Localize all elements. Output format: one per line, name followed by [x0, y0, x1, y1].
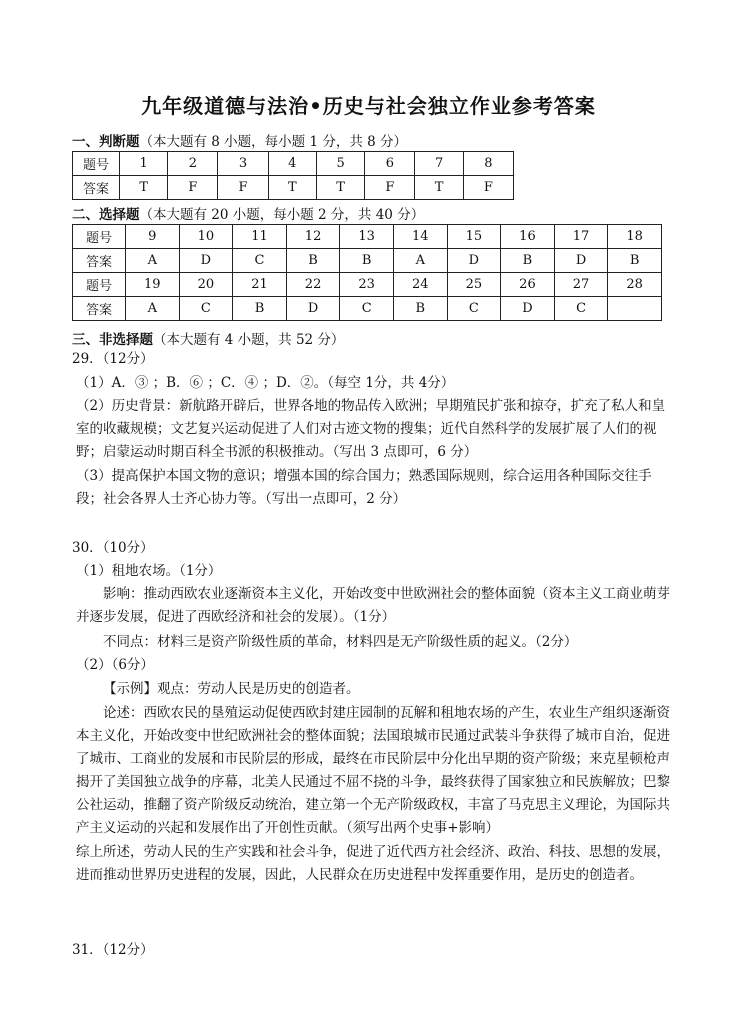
q30-conclusion: 综上所述，劳动人民的生产实践和社会斗争，促进了近代西方社会经济、政治、科技、思想的发展，进而推动世界历史进程的发展，因此，人民群众在历史进程中发挥重要作用，是历史的创造者。	[76, 844, 670, 883]
answer-cell: D	[554, 249, 608, 273]
section-1-note: （本大题有 8 小题，每小题 1 分，共 8 分）	[139, 134, 408, 150]
answer-cell: F	[168, 176, 218, 200]
section-3-heading	[72, 328, 344, 348]
q30-heading: 30．（10分）	[72, 540, 154, 556]
answer-cell: B	[608, 249, 662, 273]
question-number-cell: 27	[554, 273, 608, 297]
question-number-cell: 6	[365, 152, 415, 176]
row-label: 答案	[73, 176, 120, 200]
question-number-cell: 26	[501, 273, 555, 297]
q30-difference: 不同点：材料三是资产阶级性质的革命，材料四是无产阶级性质的起义。（2分）	[103, 634, 578, 650]
table-row	[73, 297, 662, 321]
question-number-cell: 7	[415, 152, 463, 176]
question-number-cell: 5	[316, 152, 364, 176]
answer-cell: B	[393, 297, 447, 321]
answer-cell: A	[126, 249, 180, 273]
answer-cell: T	[316, 176, 364, 200]
q30-answer-1: （1）租地农场。（1分）	[76, 563, 222, 579]
question-number-cell: 23	[340, 273, 394, 297]
page-title: 九年级道德与法治•历史与社会独立作业参考答案	[141, 94, 596, 118]
row-label: 答案	[73, 249, 126, 273]
q30-argument: 论述：西欧农民的垦殖运动促使西欧封建庄园制的瓦解和租地农场的产生，农业生产组织逐渐资本主义化，开始改变中世纪欧洲社会的整体面貌；法国琅城市民通过武装斗争获得了城市自治，促进了城市、工商业的发展和市民阶层的形成，最终在市民阶层中分化出早期的资产阶级；来克星顿枪声揭开了美国独立战争的序幕，北美人民通过不屈不挠的斗争，最终获得了国家独立和民族解放；巴黎公社运动，推翻了资产阶级反动统治，建立第一个无产阶级政权，丰富了马克思主义理论，为国际共产主义运动的兴起和发展作出了开创性贡献。（须写出两个史事+影响）	[76, 705, 670, 836]
table-row	[73, 176, 514, 200]
question-number-cell: 14	[393, 225, 447, 249]
judgment-answer-table	[72, 151, 514, 200]
answer-cell: C	[340, 297, 394, 321]
question-number-cell: 16	[501, 225, 555, 249]
answer-cell: B	[286, 249, 340, 273]
row-label: 题号	[73, 152, 120, 176]
answer-cell: C	[233, 249, 287, 273]
answer-cell: D	[447, 249, 501, 273]
q29-answer-2: （2）历史背景：新航路开辟后，世界各地的物品传入欧洲；早期殖民扩张和掠夺，扩充了私人和皇室的收藏规模；文艺复兴运动促进了人们对古迹文物的搜集；近代自然科学的发展扩展了人们的视野；启蒙运动时期百科全书派的积极推动。（写出 3 点即可，6 分）	[76, 398, 666, 460]
question-number-cell: 15	[447, 225, 501, 249]
section-1-label: 一、判断题	[72, 134, 140, 150]
answer-cell: D	[501, 297, 555, 321]
question-number-cell: 8	[463, 152, 513, 176]
table-row	[73, 249, 662, 273]
q30-answer-2: （2）（6分）	[76, 657, 154, 673]
q29-heading: 29．（12分）	[72, 351, 154, 367]
answer-cell: C	[447, 297, 501, 321]
q29-answer-1: （1）A．③ ；B．⑥ ；C．④ ；D．②。（每空 1分，共 4分）	[76, 375, 455, 391]
question-number-cell: 4	[268, 152, 316, 176]
answer-cell: C	[179, 297, 233, 321]
question-number-cell: 18	[608, 225, 662, 249]
choice-answer-table	[72, 224, 662, 321]
question-number-cell: 10	[179, 225, 233, 249]
question-number-cell: 12	[286, 225, 340, 249]
section-2-label: 二、选择题	[72, 207, 140, 223]
answer-cell: F	[218, 176, 268, 200]
row-label: 题号	[73, 225, 126, 249]
question-number-cell: 9	[126, 225, 180, 249]
section-1-heading	[72, 130, 407, 150]
answer-cell: T	[415, 176, 463, 200]
question-number-cell: 20	[179, 273, 233, 297]
section-3-label: 三、非选择题	[72, 332, 153, 348]
question-number-cell: 22	[286, 273, 340, 297]
question-number-cell: 28	[608, 273, 662, 297]
answer-cell: T	[120, 176, 168, 200]
row-label: 题号	[73, 273, 126, 297]
answer-cell: B	[340, 249, 394, 273]
question-number-cell: 19	[126, 273, 180, 297]
question-number-cell: 1	[120, 152, 168, 176]
answer-cell: F	[463, 176, 513, 200]
answer-cell: T	[268, 176, 316, 200]
question-number-cell: 17	[554, 225, 608, 249]
section-2-note: （本大题有 20 小题，每小题 2 分，共 40 分）	[139, 207, 425, 223]
q30-impact: 影响：推动西欧农业逐渐资本主义化，开始改变中世欧洲社会的整体面貌（资本主义工商业萌芽并逐步发展，促进了西欧经济和社会的发展）。（1分）	[76, 586, 670, 625]
answer-cell: C	[554, 297, 608, 321]
question-number-cell: 2	[168, 152, 218, 176]
answer-cell: D	[286, 297, 340, 321]
answer-cell: D	[179, 249, 233, 273]
q29-answer-3: （3）提高保护本国文物的意识；增强本国的综合国力；熟悉国际规则，综合运用各种国际交往手段；社会各界人士齐心协力等。（写出一点即可，2 分）	[76, 468, 652, 507]
answer-cell: A	[393, 249, 447, 273]
question-number-cell: 21	[233, 273, 287, 297]
table-row	[73, 273, 662, 297]
section-2-heading	[72, 203, 424, 223]
question-number-cell: 24	[393, 273, 447, 297]
row-label: 答案	[73, 297, 126, 321]
q30-example: 【示例】观点：劳动人民是历史的创造者。	[103, 681, 360, 697]
question-number-cell: 25	[447, 273, 501, 297]
question-number-cell: 3	[218, 152, 268, 176]
answer-cell: A	[126, 297, 180, 321]
answer-cell: F	[365, 176, 415, 200]
answer-cell: B	[501, 249, 555, 273]
q31-heading: 31．（12分）	[72, 942, 154, 958]
table-row	[73, 225, 662, 249]
answer-cell: B	[233, 297, 287, 321]
section-3-note: （本大题有 4 小题，共 52 分）	[153, 332, 345, 348]
question-number-cell: 11	[233, 225, 287, 249]
answer-cell	[608, 297, 662, 321]
table-row	[73, 152, 514, 176]
question-number-cell: 13	[340, 225, 394, 249]
